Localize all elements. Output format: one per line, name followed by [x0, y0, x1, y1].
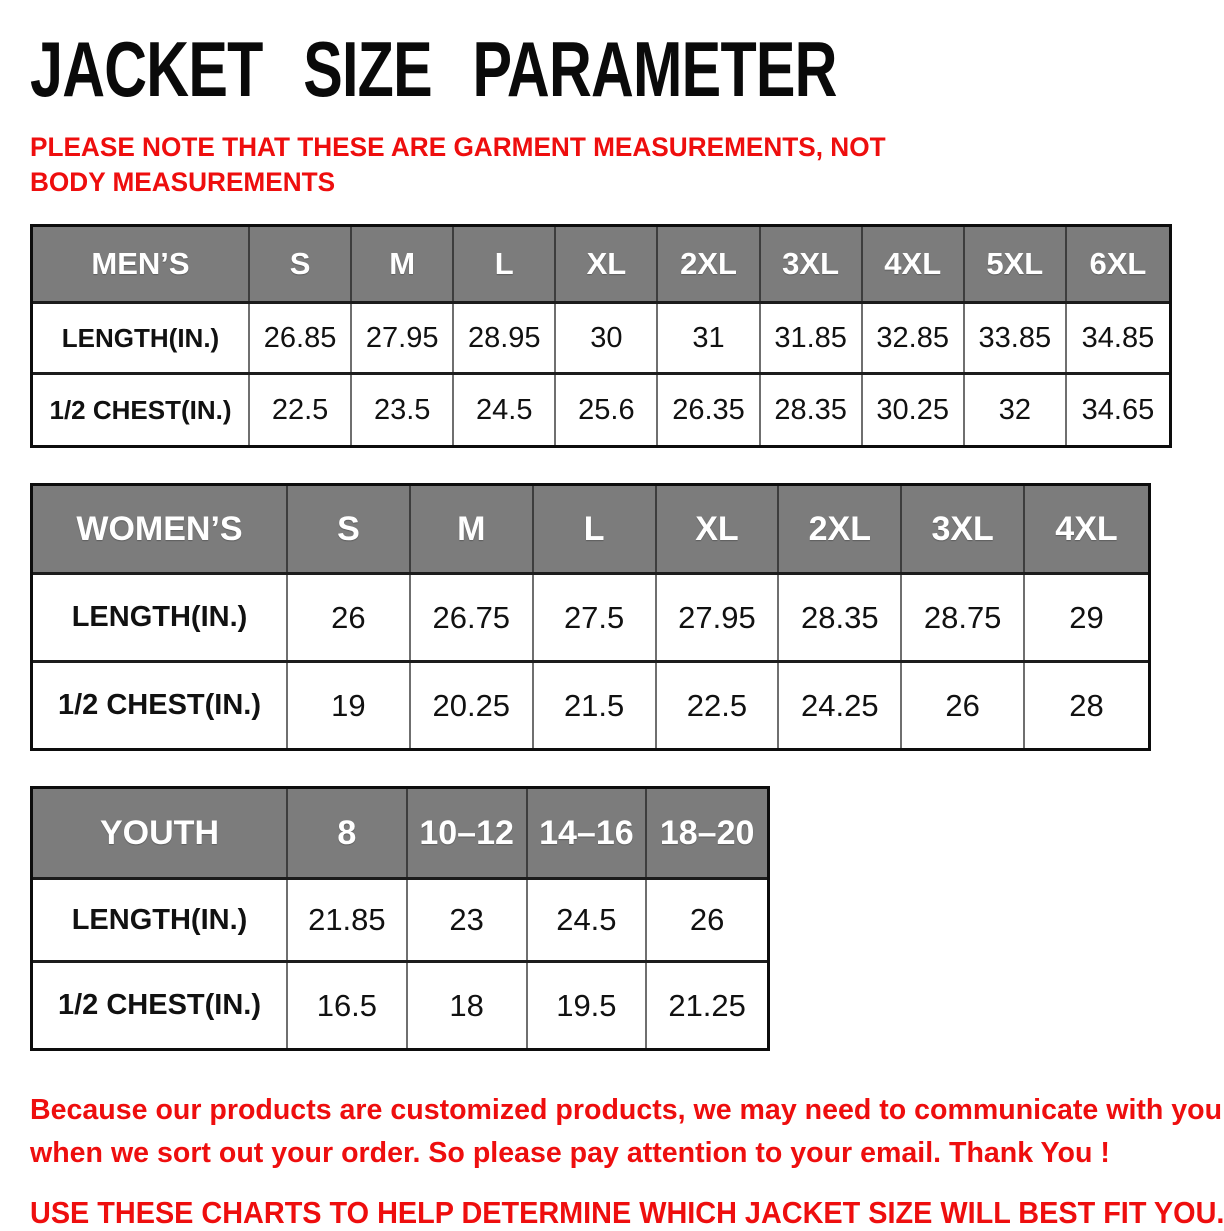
youth-size-table	[30, 786, 770, 1051]
womens-size-header-m: M	[411, 486, 534, 572]
mens-data-row-length	[33, 301, 1169, 372]
youth-size-header-10–12: 10–12	[408, 789, 528, 877]
mens-size-header-2xl: 2XL	[658, 227, 760, 301]
youth-header-row	[33, 789, 767, 877]
page-title: JACKET SIZE PARAMETER	[30, 25, 837, 113]
customization-notice-line1: Because our products are customized products, we may need to communicate with you	[30, 1094, 1223, 1127]
womens-data-row-length	[33, 572, 1148, 660]
mens-size-header-5xl: 5XL	[965, 227, 1067, 301]
mens-size-header-3xl: 3XL	[761, 227, 863, 301]
mens-value-cell: 28.35	[761, 375, 863, 445]
womens-size-header-xl: XL	[657, 486, 780, 572]
womens-value-cell: 27.95	[657, 575, 780, 660]
mens-value-cell: 30	[556, 304, 658, 372]
mens-value-cell: 33.85	[965, 304, 1067, 372]
womens-size-header-s: S	[288, 486, 411, 572]
mens-size-header-6xl: 6XL	[1067, 227, 1169, 301]
mens-value-cell: 30.25	[863, 375, 965, 445]
mens-size-header-s: S	[250, 227, 352, 301]
womens-value-cell: 24.25	[779, 663, 902, 748]
womens-size-header-4xl: 4XL	[1025, 486, 1148, 572]
womens-data-row-chest	[33, 660, 1148, 748]
mens-table-title: MEN’S	[33, 227, 250, 301]
mens-value-cell: 31	[658, 304, 760, 372]
womens-size-header-3xl: 3XL	[902, 486, 1025, 572]
womens-row-label: 1/2 CHEST(IN.)	[33, 663, 288, 748]
mens-size-header-l: L	[454, 227, 556, 301]
size-tables-container	[30, 224, 1172, 1051]
chart-usage-instruction: USE THESE CHARTS TO HELP DETERMINE WHICH JACKET SIZE WILL BEST FIT YOU.	[30, 1195, 1224, 1230]
womens-value-cell: 29	[1025, 575, 1148, 660]
youth-data-row-chest	[33, 960, 767, 1048]
customization-notice-line2: when we sort out your order. So please pay attention to your email. Thank You !	[30, 1137, 1110, 1170]
womens-size-header-l: L	[534, 486, 657, 572]
mens-value-cell: 31.85	[761, 304, 863, 372]
womens-value-cell: 26.75	[411, 575, 534, 660]
youth-row-label: 1/2 CHEST(IN.)	[33, 963, 288, 1048]
mens-value-cell: 22.5	[250, 375, 352, 445]
mens-value-cell: 32	[965, 375, 1067, 445]
mens-value-cell: 32.85	[863, 304, 965, 372]
youth-size-header-14–16: 14–16	[528, 789, 648, 877]
mens-value-cell: 34.65	[1067, 375, 1169, 445]
womens-header-row	[33, 486, 1148, 572]
youth-value-cell: 21.85	[288, 880, 408, 960]
womens-value-cell: 19	[288, 663, 411, 748]
womens-value-cell: 28.35	[779, 575, 902, 660]
womens-table-title: WOMEN’S	[33, 486, 288, 572]
mens-value-cell: 24.5	[454, 375, 556, 445]
youth-data-row-length	[33, 877, 767, 960]
womens-size-header-2xl: 2XL	[779, 486, 902, 572]
mens-size-header-4xl: 4XL	[863, 227, 965, 301]
mens-value-cell: 26.35	[658, 375, 760, 445]
womens-value-cell: 28	[1025, 663, 1148, 748]
womens-value-cell: 22.5	[657, 663, 780, 748]
womens-value-cell: 28.75	[902, 575, 1025, 660]
mens-size-header-xl: XL	[556, 227, 658, 301]
mens-size-table	[30, 224, 1172, 448]
womens-size-table	[30, 483, 1151, 751]
womens-value-cell: 27.5	[534, 575, 657, 660]
mens-value-cell: 27.95	[352, 304, 454, 372]
youth-value-cell: 16.5	[288, 963, 408, 1048]
garment-measurement-note: PLEASE NOTE THAT THESE ARE GARMENT MEASUREMENTS, NOT BODY MEASUREMENTS	[30, 132, 886, 198]
mens-value-cell: 23.5	[352, 375, 454, 445]
customization-notice	[30, 1089, 1223, 1175]
mens-value-cell: 28.95	[454, 304, 556, 372]
youth-value-cell: 18	[408, 963, 528, 1048]
youth-table-title: YOUTH	[33, 789, 288, 877]
mens-value-cell: 34.85	[1067, 304, 1169, 372]
youth-row-label: LENGTH(IN.)	[33, 880, 288, 960]
mens-data-row-chest	[33, 372, 1169, 445]
womens-value-cell: 26	[288, 575, 411, 660]
youth-value-cell: 26	[647, 880, 767, 960]
womens-value-cell: 21.5	[534, 663, 657, 748]
mens-header-row	[33, 227, 1169, 301]
mens-value-cell: 25.6	[556, 375, 658, 445]
youth-size-header-8: 8	[288, 789, 408, 877]
mens-size-header-m: M	[352, 227, 454, 301]
youth-value-cell: 19.5	[528, 963, 648, 1048]
womens-value-cell: 26	[902, 663, 1025, 748]
mens-row-label: LENGTH(IN.)	[33, 304, 250, 372]
youth-value-cell: 21.25	[647, 963, 767, 1048]
youth-value-cell: 23	[408, 880, 528, 960]
womens-value-cell: 20.25	[411, 663, 534, 748]
mens-row-label: 1/2 CHEST(IN.)	[33, 375, 250, 445]
youth-size-header-18–20: 18–20	[647, 789, 767, 877]
mens-value-cell: 26.85	[250, 304, 352, 372]
youth-value-cell: 24.5	[528, 880, 648, 960]
womens-row-label: LENGTH(IN.)	[33, 575, 288, 660]
